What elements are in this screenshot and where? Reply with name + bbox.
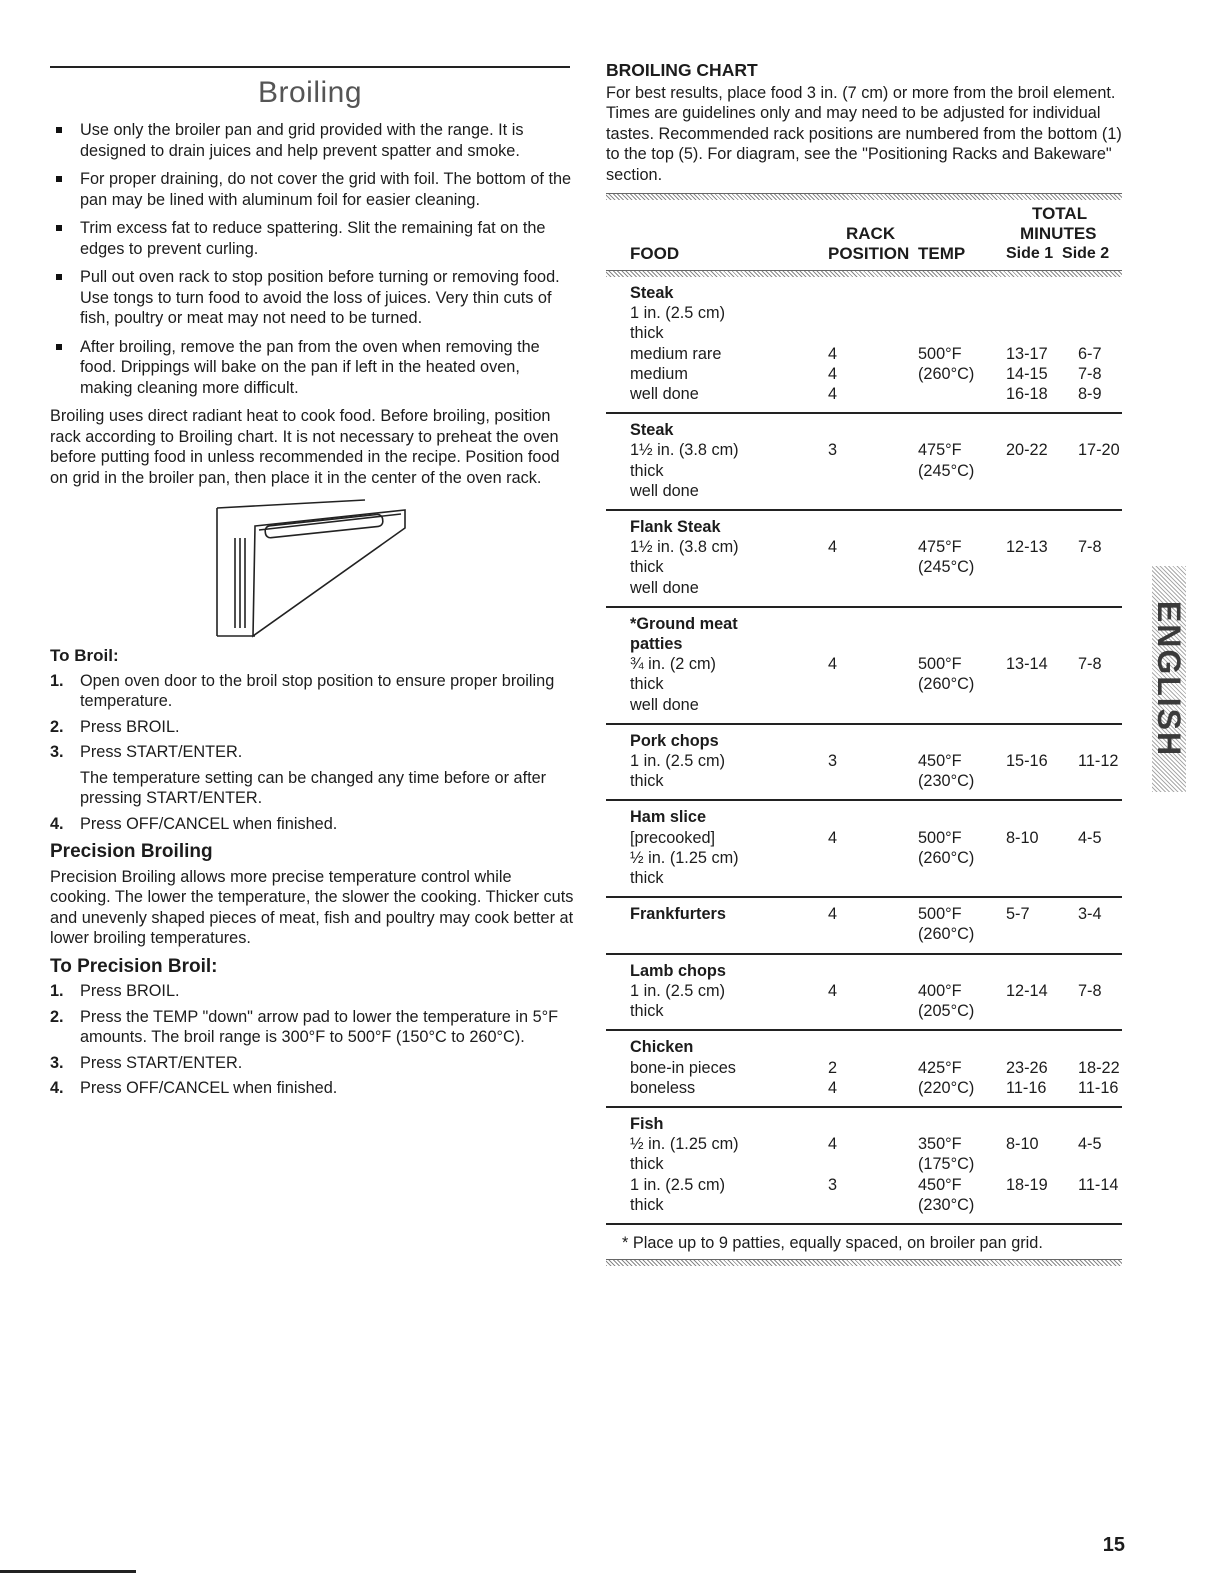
cell-value: 8-9 bbox=[1078, 385, 1102, 404]
food-name: Steak bbox=[630, 284, 674, 302]
food-description: ½ in. (1.25 cm) bbox=[630, 1135, 739, 1154]
food-description: well done bbox=[630, 695, 699, 714]
list-item: 3. Press START/ENTER. bbox=[50, 743, 243, 761]
header-food: FOOD bbox=[630, 244, 680, 263]
food-description: thick bbox=[630, 558, 664, 577]
food-description: thick bbox=[630, 1195, 664, 1214]
cell-temp bbox=[918, 800, 1006, 897]
cell-temp bbox=[918, 724, 1006, 801]
cell-rack bbox=[810, 800, 918, 897]
cell-value bbox=[918, 323, 1006, 343]
cell-value: 2 bbox=[828, 1058, 838, 1077]
cell-value: (245°C) bbox=[918, 461, 975, 480]
cell-side2 bbox=[1078, 724, 1122, 801]
cell-side1 bbox=[1006, 954, 1078, 1031]
cell-value: 4 bbox=[828, 905, 838, 924]
food-name: Lamb chops bbox=[630, 961, 726, 980]
cell-side1 bbox=[1006, 510, 1078, 607]
cell-value: 450°F bbox=[918, 752, 962, 771]
cell-rack bbox=[810, 897, 918, 953]
cell-value: 475°F bbox=[918, 538, 962, 557]
cell-side2 bbox=[1078, 800, 1122, 897]
list-item: For proper draining, do not cover the grid with foil. The bottom of the pan may be lined with aluminum foil for easier cleaning. bbox=[50, 169, 575, 210]
cell-value bbox=[828, 323, 918, 343]
cell-rack bbox=[810, 607, 918, 724]
cell-value: (245°C) bbox=[918, 558, 975, 577]
cell-side2 bbox=[1078, 897, 1122, 953]
cell-temp bbox=[918, 607, 1006, 724]
table-row bbox=[606, 510, 1122, 607]
cell-value: 7-8 bbox=[1078, 655, 1102, 674]
list-item: Use only the broiler pan and grid provided with the range. It is designed to drain juices and help prevent spatter and smoke. bbox=[50, 120, 575, 161]
left-column bbox=[50, 120, 575, 1104]
cell-value: 16-18 bbox=[1006, 385, 1048, 404]
language-side-tab bbox=[1152, 566, 1186, 792]
cell-side2 bbox=[1078, 1030, 1122, 1107]
cell-value bbox=[828, 1154, 918, 1174]
cell-value: 4 bbox=[828, 344, 838, 363]
food-description: Frankfurters bbox=[630, 905, 726, 924]
cell-value: 18-19 bbox=[1006, 1175, 1048, 1194]
hatch-rule bbox=[606, 270, 1122, 277]
food-description: 1½ in. (3.8 cm) bbox=[630, 538, 739, 557]
cell-side2 bbox=[1078, 954, 1122, 1031]
cell-side1 bbox=[1006, 277, 1078, 413]
cell-value: 14-15 bbox=[1006, 364, 1048, 383]
cell-value bbox=[1006, 303, 1078, 323]
table-row bbox=[606, 413, 1122, 510]
cell-rack bbox=[810, 1107, 918, 1224]
page-number: 15 bbox=[1102, 1534, 1125, 1556]
list-item: 2. Press BROIL. bbox=[50, 717, 180, 736]
cell-value: 500°F bbox=[918, 905, 962, 924]
header-temp: TEMP bbox=[918, 244, 966, 263]
broiling-chart-heading: BROILING CHART bbox=[606, 60, 758, 80]
bullet-square-icon bbox=[56, 344, 62, 350]
cell-value bbox=[918, 384, 1006, 404]
cell-value: 500°F bbox=[918, 344, 962, 363]
table-row bbox=[606, 1107, 1122, 1224]
cell-value bbox=[828, 303, 918, 323]
oven-door-broil-stop-illustration bbox=[215, 498, 415, 638]
cell-value bbox=[1078, 323, 1122, 343]
bullet-square-icon bbox=[56, 127, 62, 133]
cell-value: 11-14 bbox=[1078, 1175, 1119, 1194]
cell-food bbox=[606, 1107, 810, 1224]
table-header-row bbox=[606, 200, 1122, 270]
cell-value bbox=[1006, 323, 1078, 343]
cell-rack bbox=[810, 724, 918, 801]
cell-value: 7-8 bbox=[1078, 538, 1102, 557]
food-description: well done bbox=[630, 481, 699, 500]
list-item: 3. Press START/ENTER. bbox=[50, 1053, 243, 1072]
food-description: thick bbox=[630, 772, 664, 791]
food-description: thick bbox=[630, 1155, 664, 1174]
side-tab-label: ENGLISH bbox=[1151, 600, 1187, 758]
table-row bbox=[606, 1030, 1122, 1107]
chart-intro: For best results, place food 3 in. (7 cm) or more from the broil element. Times are guidelines only and may need to be adjusted for individual tastes. Recommended rack positions are numbered from the bottom (1) to the top (5). For diagram, see the "Positioning Racks and Bakeware" section. bbox=[606, 83, 1122, 184]
cell-value: 6-7 bbox=[1078, 344, 1102, 363]
bullet-square-icon bbox=[56, 176, 62, 182]
cell-value: 3-4 bbox=[1078, 905, 1102, 924]
cell-rack bbox=[810, 413, 918, 510]
cell-value: 7-8 bbox=[1078, 364, 1102, 383]
broiling-chart-table bbox=[606, 200, 1122, 1225]
table-row bbox=[606, 954, 1122, 1031]
top-rule bbox=[50, 66, 570, 68]
cell-side1 bbox=[1006, 1107, 1078, 1224]
food-description: 1 in. (2.5 cm) bbox=[630, 752, 726, 771]
cell-food bbox=[606, 277, 810, 413]
cell-value: 11-16 bbox=[1006, 1078, 1047, 1097]
cell-side1 bbox=[1006, 724, 1078, 801]
cell-value: 12-13 bbox=[1006, 538, 1048, 557]
cell-value: 475°F bbox=[918, 441, 962, 460]
bullet-square-icon bbox=[56, 225, 62, 231]
food-description: well done bbox=[630, 578, 699, 597]
table-row bbox=[606, 897, 1122, 953]
cell-value bbox=[1006, 1195, 1078, 1215]
cell-food bbox=[606, 954, 810, 1031]
precision-paragraph: Precision Broiling allows more precise temperature control while cooking. The lower the temperature, the slower the cooking. Thicker cuts and unevenly shaped pieces of meat, fish and poultry may cook better at lower broiling temperatures. bbox=[50, 867, 574, 947]
bullet-square-icon bbox=[56, 274, 62, 280]
chart-body bbox=[606, 277, 1122, 1224]
list-item: Trim excess fat to reduce spattering. Slit the remaining fat on the edges to prevent curling. bbox=[50, 218, 575, 259]
cell-value: 4 bbox=[828, 655, 838, 674]
cell-value: 4 bbox=[828, 828, 838, 847]
to-broil-heading: To Broil: bbox=[50, 646, 119, 665]
food-description: medium rare bbox=[630, 344, 722, 363]
food-description: well done bbox=[630, 385, 699, 404]
cell-value: 4 bbox=[828, 385, 838, 404]
list-item: 4. Press OFF/CANCEL when finished. bbox=[50, 1079, 338, 1097]
cell-value: 4 bbox=[828, 538, 838, 557]
to-precision-broil-heading: To Precision Broil: bbox=[50, 955, 218, 977]
food-description: thick bbox=[630, 869, 664, 888]
food-description: thick bbox=[630, 1002, 664, 1021]
cell-value: (175°C) bbox=[918, 1155, 975, 1174]
cell-value: 425°F bbox=[918, 1058, 962, 1077]
cell-value: 11-12 bbox=[1078, 752, 1119, 771]
cell-value: (230°C) bbox=[918, 772, 975, 791]
food-description: 1 in. (2.5 cm) bbox=[630, 981, 726, 1000]
cell-value: 450°F bbox=[918, 1175, 962, 1194]
cell-value bbox=[1006, 1154, 1078, 1174]
cell-value: 500°F bbox=[918, 655, 962, 674]
right-column bbox=[606, 60, 1122, 1266]
cell-value bbox=[828, 1195, 918, 1215]
cell-value: 11-16 bbox=[1078, 1078, 1119, 1097]
food-description: 1 in. (2.5 cm) bbox=[630, 1175, 726, 1194]
cell-value: 4 bbox=[828, 364, 838, 383]
to-broil-steps bbox=[50, 671, 575, 835]
table-row bbox=[606, 724, 1122, 801]
cell-value: 4 bbox=[828, 1135, 838, 1154]
cell-side1 bbox=[1006, 413, 1078, 510]
tips-list bbox=[50, 120, 575, 398]
cell-value: 20-22 bbox=[1006, 441, 1048, 460]
cell-temp bbox=[918, 510, 1006, 607]
food-description: thick bbox=[630, 675, 664, 694]
food-name: Chicken bbox=[630, 1038, 694, 1057]
food-name: Fish bbox=[630, 1114, 664, 1133]
cell-temp bbox=[918, 1030, 1006, 1107]
cell-temp bbox=[918, 954, 1006, 1031]
list-item: After broiling, remove the pan from the oven when removing the food. Drippings will bake on the pan if left in the heated oven, making cleaning more difficult. bbox=[50, 337, 575, 399]
food-description: thick bbox=[630, 461, 664, 480]
food-description: [precooked] bbox=[630, 828, 716, 847]
food-name: *Ground meat bbox=[630, 614, 738, 633]
cell-value: 4-5 bbox=[1078, 1135, 1102, 1154]
food-name: patties bbox=[630, 635, 683, 654]
cell-value: 3 bbox=[828, 441, 838, 460]
cell-value: 23-26 bbox=[1006, 1058, 1048, 1077]
food-description: 1 in. (2.5 cm) bbox=[630, 304, 726, 323]
cell-value bbox=[1078, 1195, 1122, 1215]
cell-value: 18-22 bbox=[1078, 1058, 1120, 1077]
food-name: Steak bbox=[630, 421, 674, 440]
header-side-1: Side 1 bbox=[1006, 245, 1054, 262]
cell-food bbox=[606, 607, 810, 724]
cell-side1 bbox=[1006, 607, 1078, 724]
cell-value: 8-10 bbox=[1006, 828, 1039, 847]
cell-value: 500°F bbox=[918, 828, 962, 847]
cell-value bbox=[1078, 303, 1122, 323]
cell-temp bbox=[918, 277, 1006, 413]
cell-rack bbox=[810, 954, 918, 1031]
page-title: Broiling bbox=[257, 76, 363, 109]
hatch-rule bbox=[606, 193, 1122, 200]
cell-side2 bbox=[1078, 413, 1122, 510]
cell-value: 4 bbox=[828, 1078, 838, 1097]
cell-food bbox=[606, 510, 810, 607]
cell-rack bbox=[810, 1030, 918, 1107]
cell-value: 4-5 bbox=[1078, 828, 1102, 847]
cell-value: 4 bbox=[828, 981, 838, 1000]
cell-value: (260°C) bbox=[918, 675, 975, 694]
cell-value: (205°C) bbox=[918, 1002, 975, 1021]
food-name: Ham slice bbox=[630, 808, 707, 827]
food-description: ¾ in. (2 cm) bbox=[630, 655, 716, 674]
food-description: ½ in. (1.25 cm) bbox=[630, 848, 739, 867]
food-description: boneless bbox=[630, 1078, 696, 1097]
cell-side1 bbox=[1006, 1030, 1078, 1107]
cell-value: (260°C) bbox=[918, 925, 975, 944]
table-row bbox=[606, 607, 1122, 724]
cell-value: 3 bbox=[828, 752, 838, 771]
cell-value: 3 bbox=[828, 1175, 838, 1194]
food-name: Pork chops bbox=[630, 731, 719, 750]
intro-paragraph: Broiling uses direct radiant heat to cook food. Before broiling, position rack according to Broiling chart. It is not necessary to preheat the oven before putting food in unless recommended in the recipe. Position food on grid in the broiler pan, then place it in the center of the oven rack. bbox=[50, 407, 560, 487]
table-row bbox=[606, 800, 1122, 897]
cell-value: 13-14 bbox=[1006, 655, 1048, 674]
list-item: Pull out oven rack to stop position before turning or removing food. Use tongs to turn food to avoid the loss of juices. Very thin cuts of fish, poultry or meat may not need to be turned. bbox=[50, 267, 575, 329]
cell-side1 bbox=[1006, 800, 1078, 897]
cell-value: 12-14 bbox=[1006, 981, 1048, 1000]
table-row bbox=[606, 277, 1122, 413]
cell-side2 bbox=[1078, 277, 1122, 413]
food-description: 1½ in. (3.8 cm) bbox=[630, 441, 739, 460]
cell-value: 400°F bbox=[918, 981, 962, 1000]
food-description: bone-in pieces bbox=[630, 1058, 736, 1077]
hatch-rule bbox=[606, 1259, 1122, 1266]
cell-value: 7-8 bbox=[1078, 981, 1102, 1000]
chart-footnote: * Place up to 9 patties, equally spaced, on broiler pan grid. bbox=[622, 1233, 1043, 1252]
cell-temp bbox=[918, 1107, 1006, 1224]
cell-temp bbox=[918, 413, 1006, 510]
cell-value: 13-17 bbox=[1006, 344, 1048, 363]
cell-temp bbox=[918, 897, 1006, 953]
cell-value: 5-7 bbox=[1006, 905, 1030, 924]
cell-food bbox=[606, 413, 810, 510]
list-item: 2. Press the TEMP "down" arrow pad to lower the temperature in 5°F amounts. The broil range is 300°F to 500°F (150°C to 260°C). bbox=[50, 1007, 559, 1046]
cell-rack bbox=[810, 510, 918, 607]
cell-value bbox=[918, 303, 1006, 323]
to-precision-broil-steps bbox=[50, 981, 575, 1099]
cell-side2 bbox=[1078, 1107, 1122, 1224]
cell-side2 bbox=[1078, 607, 1122, 724]
food-description: thick bbox=[630, 324, 664, 343]
cell-value: 8-10 bbox=[1006, 1135, 1039, 1154]
cell-food bbox=[606, 724, 810, 801]
header-total-minutes: TOTAL MINUTES Side 1 Side 2 bbox=[1006, 204, 1110, 262]
header-rack-position: RACK POSITION bbox=[828, 224, 910, 263]
header-side-2: Side 2 bbox=[1062, 245, 1110, 262]
list-item: 1. Press BROIL. bbox=[50, 982, 180, 1000]
cell-value: (230°C) bbox=[918, 1195, 975, 1214]
list-item: 1. Open oven door to the broil stop position to ensure proper broiling temperature. bbox=[50, 671, 555, 710]
step-note: The temperature setting can be changed any time before or after pressing START/ENTER. bbox=[80, 768, 547, 807]
cell-food bbox=[606, 897, 810, 953]
precision-broiling-heading: Precision Broiling bbox=[50, 841, 213, 862]
cell-value: (260°C) bbox=[918, 364, 975, 383]
cell-value: 15-16 bbox=[1006, 752, 1048, 771]
food-description: medium bbox=[630, 364, 688, 383]
cell-food bbox=[606, 1030, 810, 1107]
cell-value bbox=[1078, 1154, 1122, 1174]
cell-value: 17-20 bbox=[1078, 441, 1120, 460]
cell-value: (260°C) bbox=[918, 848, 975, 867]
cell-value: (220°C) bbox=[918, 1078, 975, 1097]
cell-rack bbox=[810, 277, 918, 413]
cell-food bbox=[606, 800, 810, 897]
cell-side1 bbox=[1006, 897, 1078, 953]
cell-value: 350°F bbox=[918, 1135, 962, 1154]
list-item: 4. Press OFF/CANCEL when finished. bbox=[50, 814, 338, 833]
cell-side2 bbox=[1078, 510, 1122, 607]
food-name: Flank Steak bbox=[630, 518, 721, 537]
